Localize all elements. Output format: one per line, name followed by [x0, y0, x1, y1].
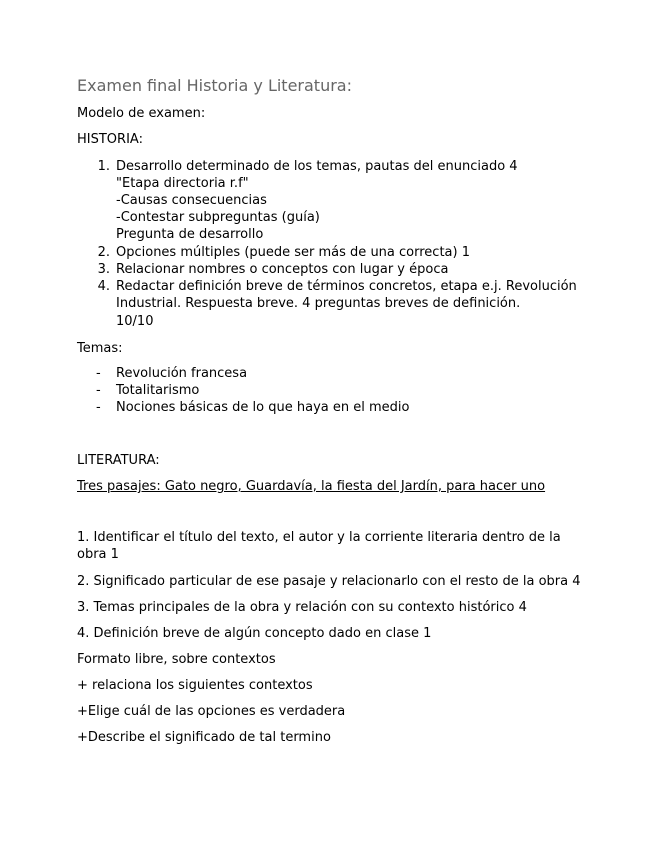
literatura-item-1-line-1: 1. Identificar el título del texto, el autor y la corriente literaria dentro de la [77, 530, 561, 545]
historia-item-4-line-2: Industrial. Respuesta breve. 4 preguntas breves de definición. [116, 296, 521, 311]
historia-item-1-line-3: -Causas consecuencias [116, 193, 267, 208]
historia-item-2-line-1: Opciones múltiples (puede ser más de una correcta) 1 [116, 245, 470, 260]
list-number: 4. [97, 279, 110, 294]
format-item-3: +Describe el significado de tal termino [77, 730, 331, 745]
format-item-1: + relaciona los siguientes contextos [77, 678, 313, 693]
historia-item-1-line-2: "Etapa directoria r.f" [116, 176, 249, 191]
bullet-dash: - [96, 366, 101, 381]
list-number: 3. [97, 262, 110, 277]
temas-item-2: Totalitarismo [116, 383, 200, 398]
literatura-item-4: 4. Definición breve de algún concepto dado en clase 1 [77, 626, 432, 641]
historia-item-1-line-5: Pregunta de desarrollo [116, 227, 264, 242]
list-number: 1. [97, 159, 110, 174]
historia-heading: HISTORIA: [77, 132, 143, 147]
model-label: Modelo de examen: [77, 106, 206, 121]
literatura-passages: Tres pasajes: Gato negro, Guardavía, la fiesta del Jardín, para hacer uno [77, 479, 546, 494]
format-label: Formato libre, sobre contextos [77, 652, 276, 667]
historia-item-4-line-1: Redactar definición breve de términos concretos, etapa e.j. Revolución [116, 279, 577, 294]
historia-item-4-line-3: 10/10 [116, 314, 154, 329]
historia-item-3-line-1: Relacionar nombres o conceptos con lugar y época [116, 262, 449, 277]
historia-item-1-line-1: Desarrollo determinado de los temas, pautas del enunciado 4 [116, 159, 518, 174]
temas-item-3: Nociones básicas de lo que haya en el medio [116, 400, 410, 415]
historia-item-1-line-4: -Contestar subpreguntas (guía) [116, 210, 320, 225]
literatura-item-3: 3. Temas principales de la obra y relación con su contexto histórico 4 [77, 600, 527, 615]
literatura-item-1-line-2: obra 1 [77, 547, 119, 562]
literatura-item-2: 2. Significado particular de ese pasaje y relacionarlo con el resto de la obra 4 [77, 574, 581, 589]
temas-item-1: Revolución francesa [116, 366, 248, 381]
temas-heading: Temas: [77, 341, 123, 356]
list-number: 2. [97, 245, 110, 260]
bullet-dash: - [96, 383, 101, 398]
literatura-heading: LITERATURA: [77, 453, 160, 468]
format-item-2: +Elige cuál de las opciones es verdadera [77, 704, 346, 719]
bullet-dash: - [96, 400, 101, 415]
document-title: Examen final Historia y Literatura: [77, 76, 352, 95]
